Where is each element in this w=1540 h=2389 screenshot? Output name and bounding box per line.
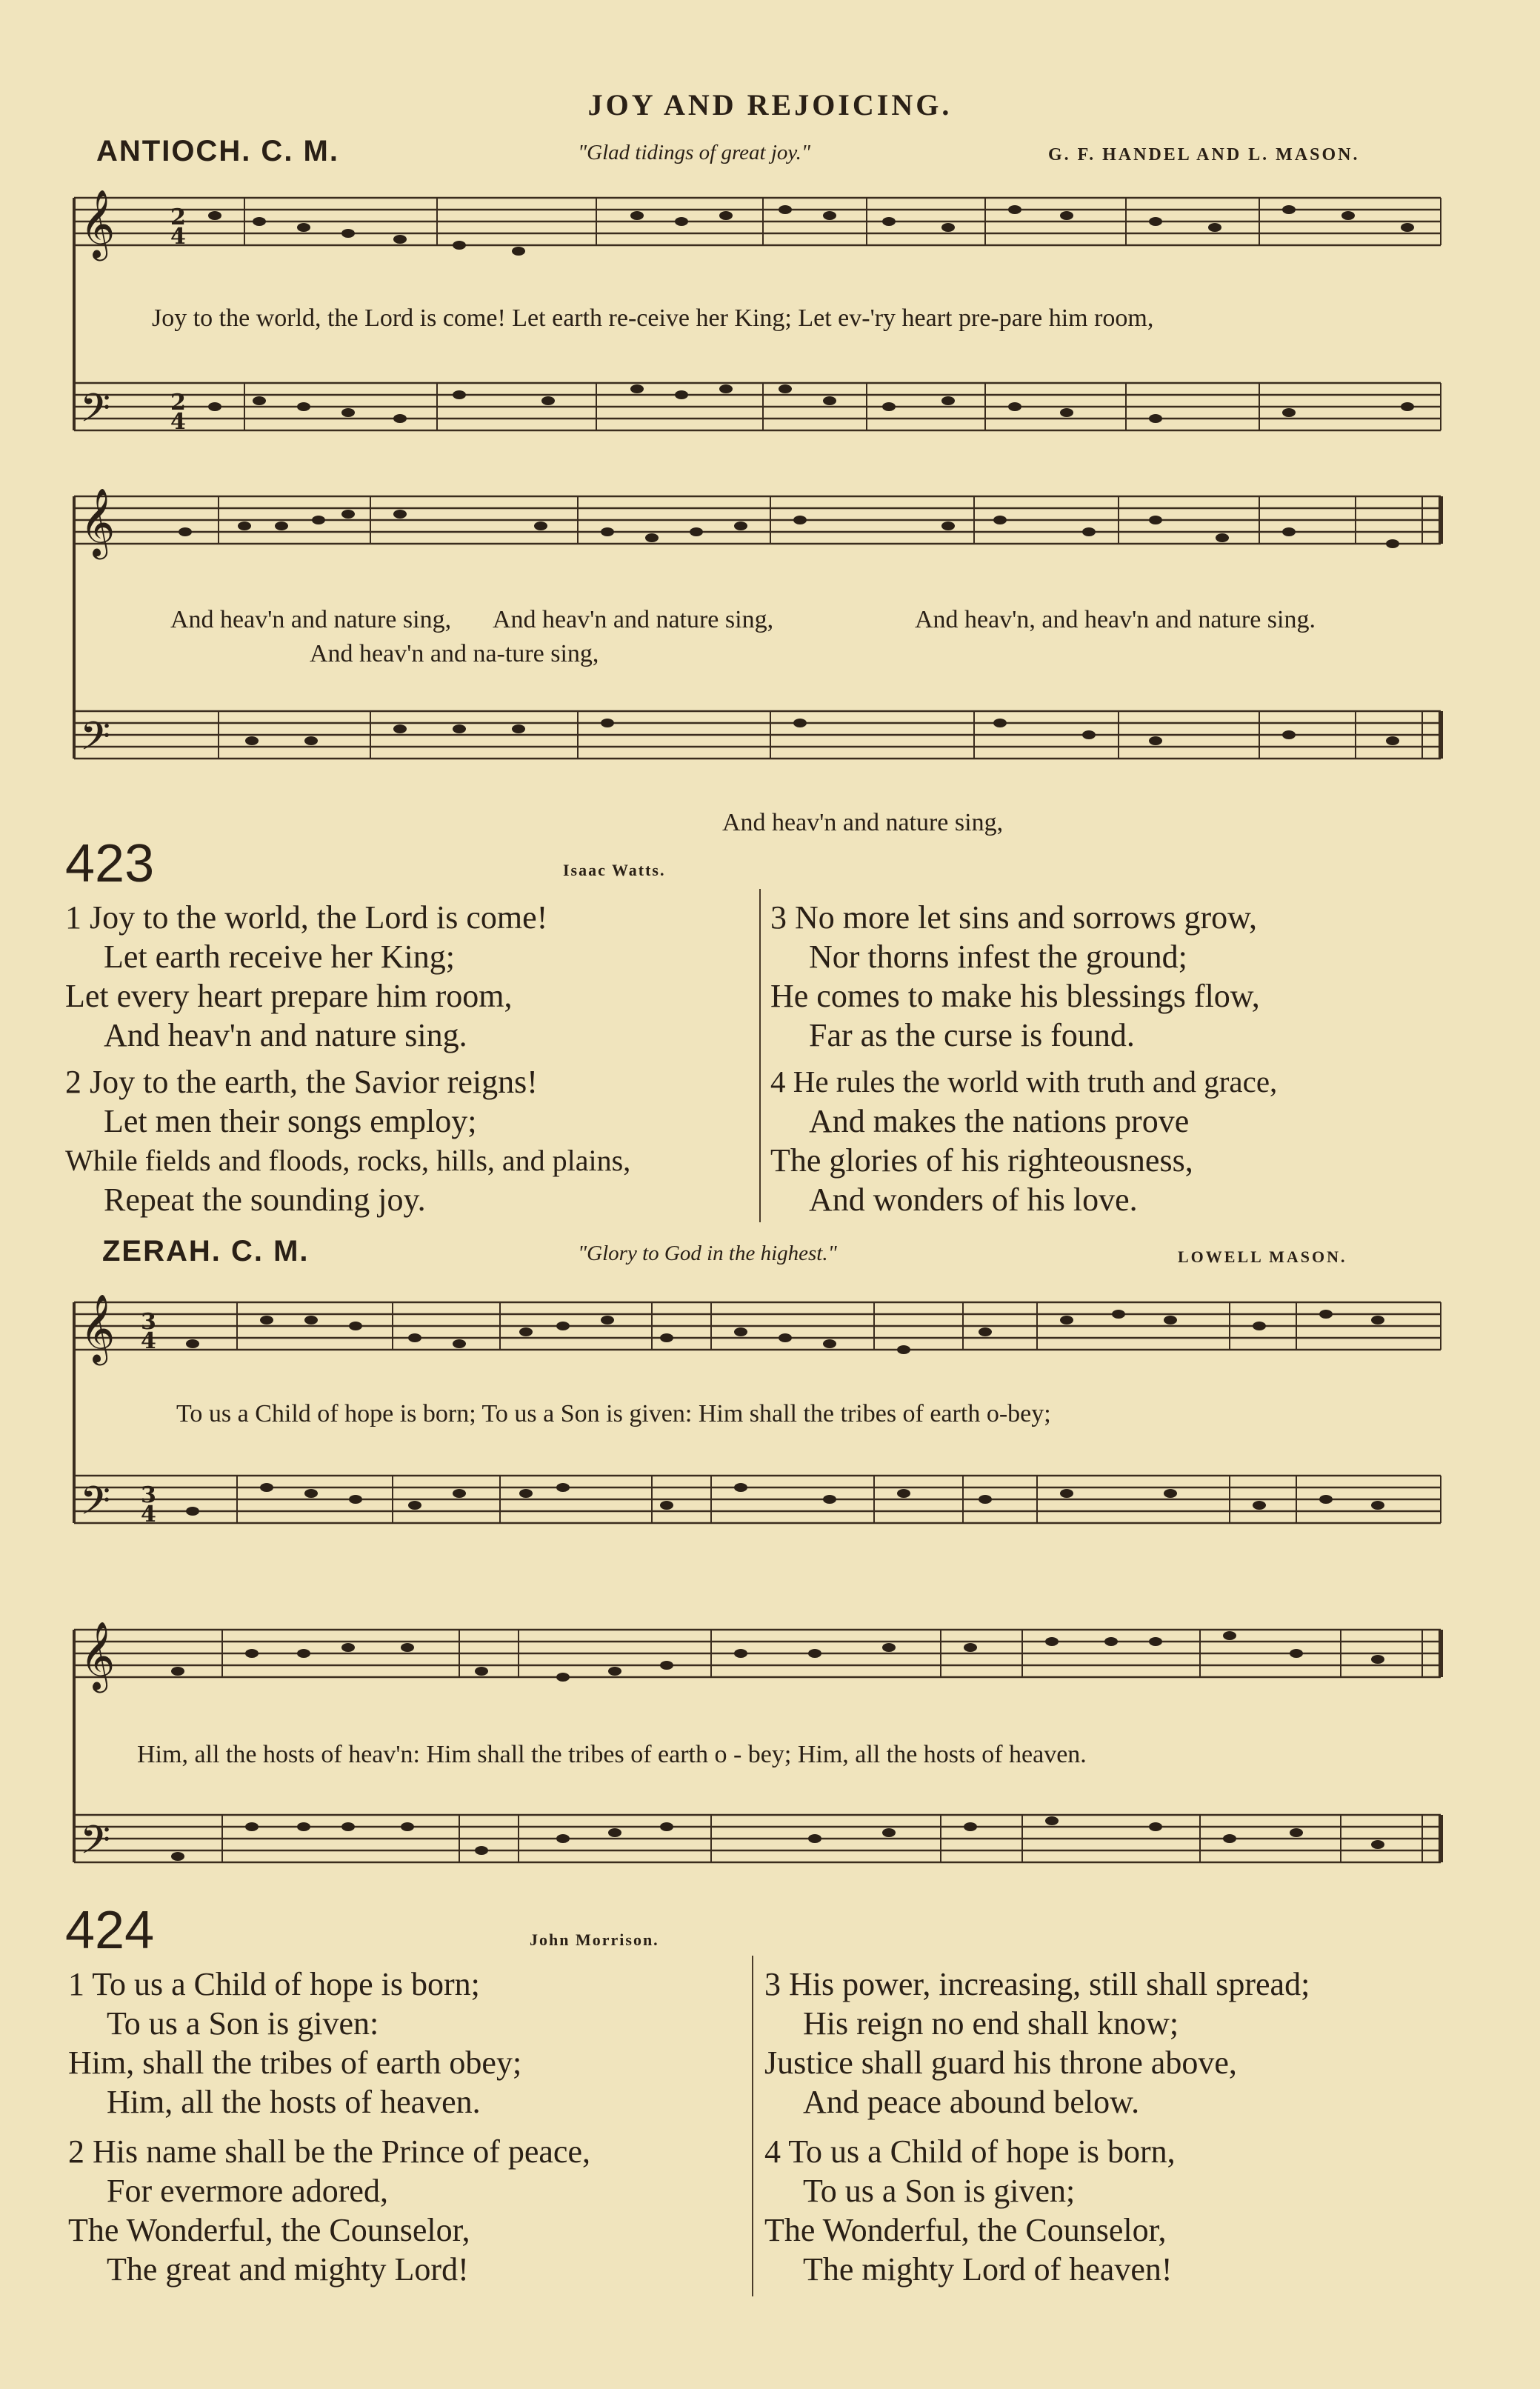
stanza-line: 2 Joy to the earth, the Savior reigns! — [65, 1064, 538, 1100]
svg-text:𝄢: 𝄢 — [80, 1479, 111, 1533]
hymn-423-right-column — [770, 898, 1277, 1219]
svg-text:4: 4 — [141, 1502, 156, 1527]
svg-text:3: 3 — [141, 1309, 156, 1335]
antioch-lyric-line-3: And heav'n and na-ture sing, — [310, 640, 599, 667]
stanza-line: He comes to make his blessings flow, — [770, 978, 1260, 1014]
tune-name-zerah: ZERAH. C. M. — [102, 1235, 310, 1267]
svg-text:𝄢: 𝄢 — [80, 1818, 111, 1873]
stanza-line: Justice shall guard his throne above, — [764, 2045, 1237, 2081]
antioch-lyric-line-4: And heav'n and nature sing, — [722, 809, 1004, 836]
stanza-line: 1 To us a Child of hope is born; — [68, 1966, 480, 2002]
stanza-line: Repeat the sounding joy. — [104, 1182, 426, 1218]
stanza-line: The Wonderful, the Counselor, — [68, 2212, 470, 2248]
stanza-line: 4 He rules the world with truth and grace, — [770, 1064, 1278, 1099]
stanza-line: And makes the nations prove — [809, 1103, 1190, 1139]
stanza-line: 2 His name shall be the Prince of peace, — [68, 2133, 590, 2170]
svg-text:4: 4 — [170, 224, 186, 250]
zerah-lyric-line-1: To us a Child of hope is born; To us a Son is given: Him shall the tribes of earth o-bey; — [176, 1400, 1051, 1427]
antioch-lyric-line-1: Joy to the world, the Lord is come! Let earth re-ceive her King; Let ev-'ry heart pre-pare him room, — [152, 304, 1154, 332]
stanza-line: 3 No more let sins and sorrows grow, — [770, 899, 1258, 936]
svg-text:2: 2 — [170, 204, 186, 230]
column-divider-424 — [752, 1956, 753, 2296]
composer-antioch: G. F. HANDEL AND L. MASON. — [1048, 145, 1360, 164]
stanza-line: While fields and floods, rocks, hills, and plains, — [65, 1144, 631, 1177]
hymn-number-423: 423 — [65, 834, 155, 893]
stanza-line: The mighty Lord of heaven! — [803, 2251, 1173, 2288]
antioch-lyric-line-2: And heav'n and nature sing, — [170, 606, 452, 633]
stanza-line: Let men their songs employ; — [104, 1103, 477, 1139]
antioch-lyric-line-2b: And heav'n and nature sing, — [493, 606, 774, 633]
svg-text:𝄞: 𝄞 — [80, 489, 116, 556]
stanza-line: Him, shall the tribes of earth obey; — [68, 2045, 522, 2081]
stanza-line: Far as the curse is found. — [809, 1017, 1135, 1053]
author-423: Isaac Watts. — [563, 861, 666, 879]
svg-text:3: 3 — [141, 1482, 156, 1508]
stanza-line: Nor thorns infest the ground; — [809, 939, 1187, 975]
stanza-line: Let every heart prepare him room, — [65, 978, 513, 1014]
svg-text:𝄞: 𝄞 — [80, 1293, 116, 1362]
hymn-424-left-column — [68, 1965, 590, 2289]
stanza-line: And wonders of his love. — [809, 1182, 1138, 1218]
svg-text:2: 2 — [170, 390, 186, 416]
column-divider-423 — [759, 889, 761, 1222]
stanza-line: Let earth receive her King; — [104, 939, 455, 975]
section-title: JOY AND REJOICING. — [587, 88, 953, 121]
stanza-line: To us a Son is given: — [107, 2005, 379, 2042]
stanza-line: 3 His power, increasing, still shall spread; — [764, 1966, 1310, 2002]
svg-text:𝄞: 𝄞 — [80, 1621, 116, 1690]
stanza-line: Him, all the hosts of heaven. — [107, 2084, 481, 2120]
author-424: John Morrison. — [530, 1930, 659, 1949]
antioch-score-system-2 — [0, 489, 1540, 815]
stanza-line: The Wonderful, the Counselor, — [764, 2212, 1167, 2248]
tune-name-antioch: ANTIOCH. C. M. — [96, 135, 339, 167]
svg-text:𝄞: 𝄞 — [80, 189, 116, 258]
stanza-line: 4 To us a Child of hope is born, — [764, 2133, 1176, 2170]
zerah-lyric-line-2: Him, all the hosts of heav'n: Him shall the tribes of earth o - bey; Him, all the hosts of heaven. — [137, 1741, 1087, 1768]
svg-text:𝄢: 𝄢 — [80, 386, 111, 441]
svg-text:4: 4 — [141, 1328, 156, 1354]
hymn-423-left-column — [65, 898, 630, 1219]
stanza-line: To us a Son is given; — [803, 2173, 1076, 2209]
stanza-line: For evermore adored, — [107, 2173, 388, 2209]
stanza-line: And peace abound below. — [803, 2084, 1140, 2120]
motto-zerah: "Glory to God in the highest." — [578, 1242, 837, 1265]
stanza-line: And heav'n and nature sing. — [104, 1017, 467, 1053]
svg-text:𝄢: 𝄢 — [80, 714, 111, 769]
stanza-line: 1 Joy to the world, the Lord is come! — [65, 899, 548, 936]
svg-text:4: 4 — [170, 409, 186, 435]
composer-zerah: LOWELL MASON. — [1178, 1247, 1347, 1266]
motto-antioch: "Glad tidings of great joy." — [578, 141, 811, 164]
hymn-number-424: 424 — [65, 1901, 155, 1960]
stanza-line: The glories of his righteousness, — [770, 1142, 1193, 1179]
antioch-lyric-line-2c: And heav'n, and heav'n and nature sing. — [915, 606, 1316, 633]
stanza-line: The great and mighty Lord! — [107, 2251, 469, 2288]
stanza-line: His reign no end shall know; — [803, 2005, 1179, 2042]
hymn-424-right-column — [764, 1965, 1310, 2289]
